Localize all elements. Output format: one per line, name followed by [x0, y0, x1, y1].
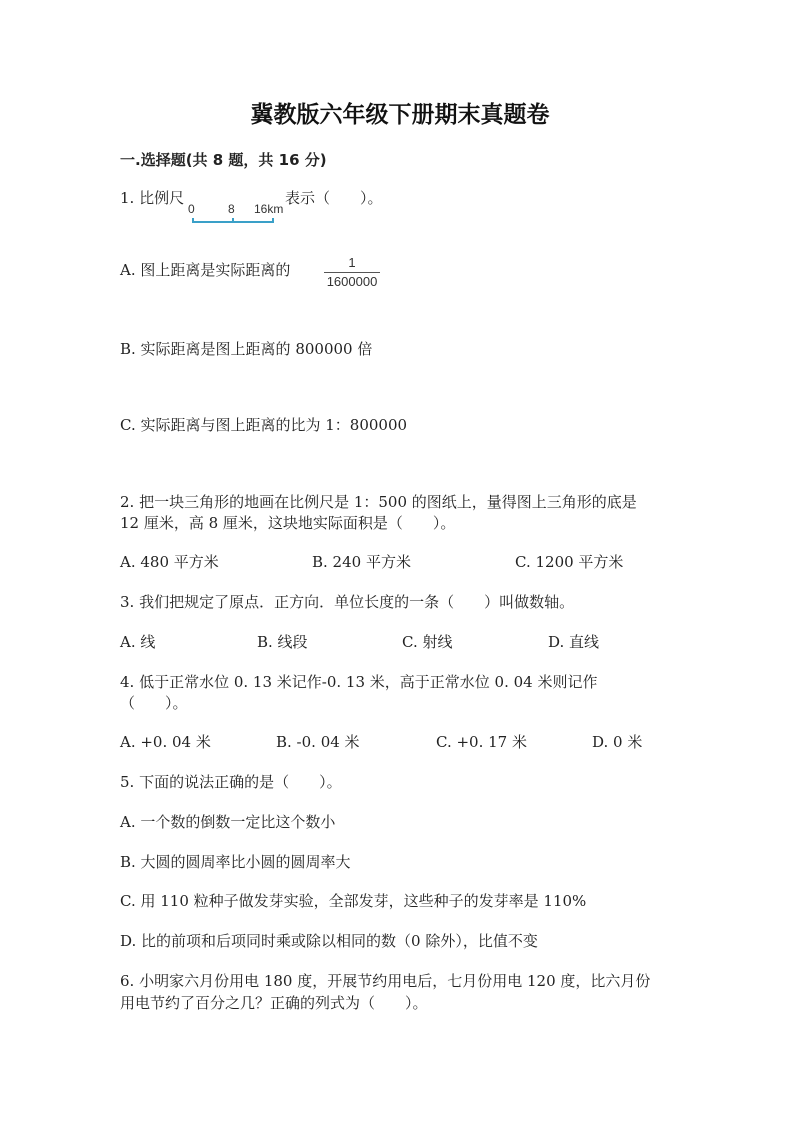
q5-stem: 5. 下面的说法正确的是（ ）。 [120, 773, 342, 791]
q2-option-c: C. 1200 平方米 [515, 553, 624, 571]
q6-stem-line1: 6. 小明家六月份用电 180 度，开展节约用电后，七月份用电 120 度，比六月份 [120, 972, 651, 990]
scale-label-16km: 16km [254, 202, 284, 216]
scale-bar-tick [232, 218, 234, 223]
q5-option-d: D. 比的前项和后项同时乘或除以相同的数（0 除外），比值不变 [120, 932, 538, 950]
q2-option-a: A. 480 平方米 [120, 553, 219, 571]
q1-stem-suffix: 表示（ ）。 [285, 189, 383, 207]
q1-option-c: C. 实际距离与图上距离的比为 1：800000 [120, 416, 408, 434]
q5-option-a: A. 一个数的倒数一定比这个数小 [120, 813, 336, 831]
q4-option-c: C. +0. 17 米 [436, 733, 527, 751]
q2-stem-line1: 2. 把一块三角形的地画在比例尺是 1：500 的图纸上，量得图上三角形的底是 [120, 493, 637, 511]
q4-option-d: D. 0 米 [592, 733, 643, 751]
page-title: 冀教版六年级下册期末真题卷 [250, 102, 550, 128]
section-heading: 一.选择题(共 8 题，共 16 分) [120, 151, 327, 169]
q3-option-b: B. 线段 [257, 633, 308, 651]
q2-option-b: B. 240 平方米 [312, 553, 411, 571]
q1-option-b: B. 实际距离是图上距离的 800000 倍 [120, 340, 373, 358]
q3-option-d: D. 直线 [548, 633, 600, 651]
fraction-denominator: 1600000 [326, 274, 378, 289]
q4-option-a: A. +0. 04 米 [120, 733, 211, 751]
q4-stem-line1: 4. 低于正常水位 0. 13 米记作-0. 13 米，高于正常水位 0. 04 米则记作 [120, 673, 598, 691]
q5-option-b: B. 大圆的圆周率比小圆的圆周率大 [120, 853, 351, 871]
q4-option-b: B. -0. 04 米 [276, 733, 360, 751]
q5-option-c: C. 用 110 粒种子做发芽实验，全部发芽，这些种子的发芽率是 110% [120, 892, 587, 910]
fraction-bar [324, 272, 380, 273]
q4-stem-line2: （ ）。 [120, 694, 188, 712]
q1-option-a: A. 图上距离是实际距离的 [120, 261, 291, 279]
scale-label-0: 0 [188, 202, 195, 216]
scale-bar-figure [186, 198, 284, 228]
q2-stem-line2: 12 厘米，高 8 厘米，这块地实际面积是（ ）。 [120, 514, 456, 532]
scale-label-8: 8 [228, 202, 235, 216]
q6-stem-line2: 用电节约了百分之几？正确的列式为（ ）。 [120, 994, 428, 1012]
fraction-numerator: 1 [348, 255, 356, 270]
q3-stem: 3. 我们把规定了原点．正方向．单位长度的一条（ ）叫做数轴。 [120, 593, 575, 611]
q3-option-a: A. 线 [120, 633, 156, 651]
q1-option-a-fraction [324, 255, 380, 290]
q3-option-c: C. 射线 [402, 633, 453, 651]
q1-stem-prefix: 1. 比例尺 [120, 189, 185, 207]
